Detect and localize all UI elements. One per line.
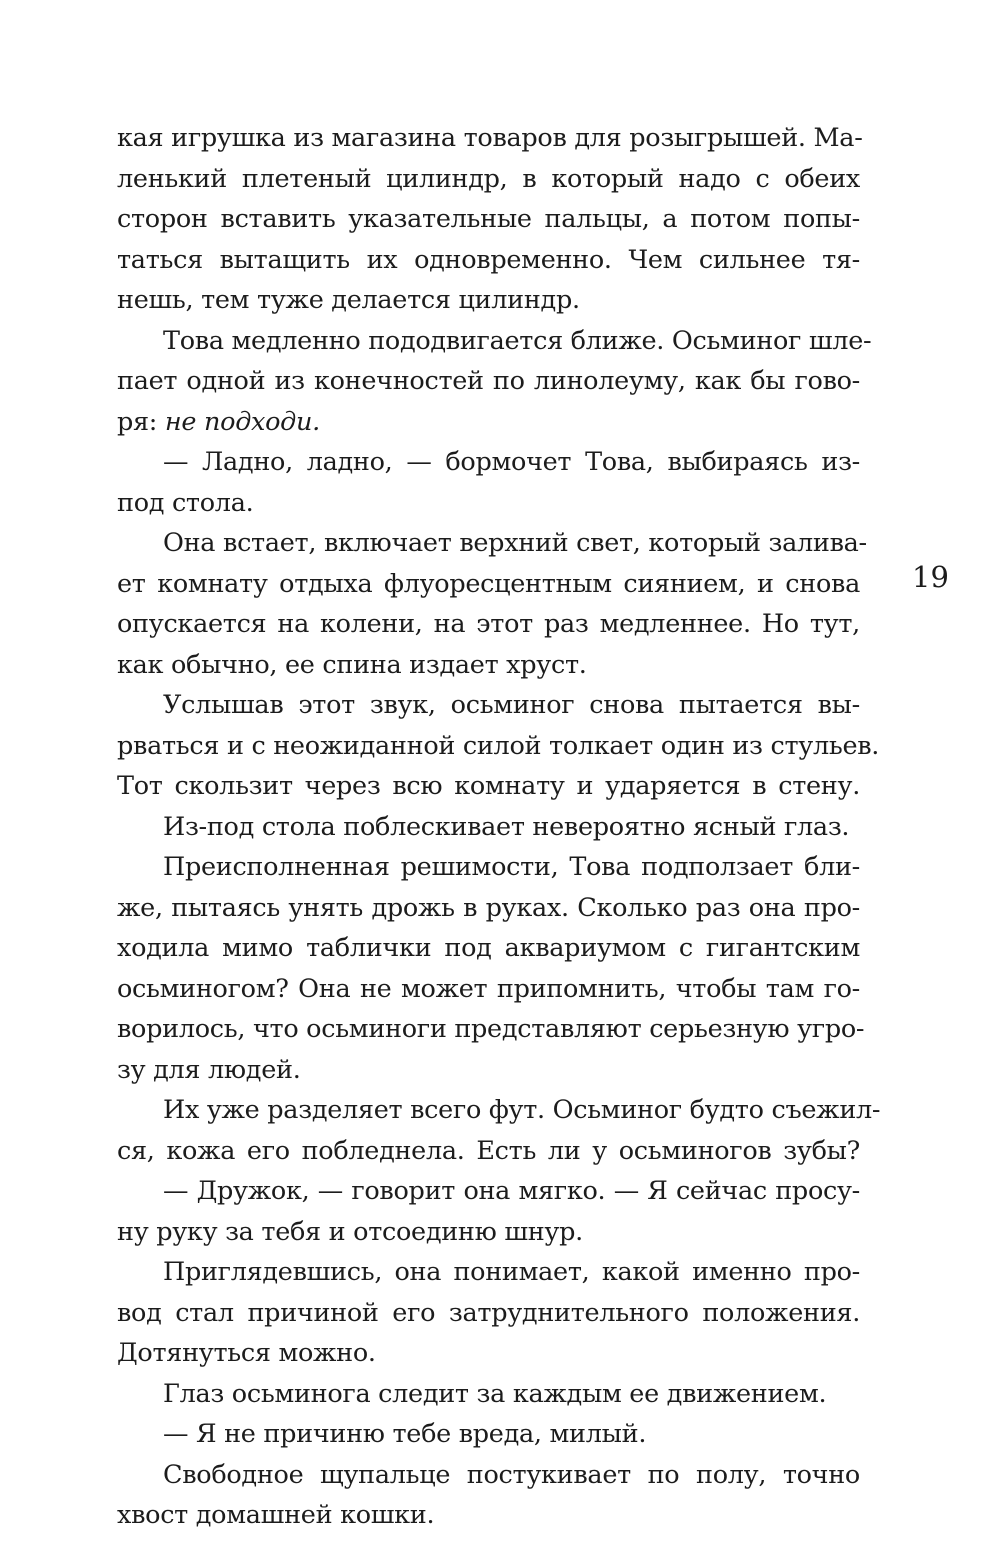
text-line bbox=[117, 564, 860, 605]
line-text: Услышав этот звук, осьминог снова пытается вы- bbox=[163, 690, 860, 720]
text-line bbox=[117, 240, 860, 281]
line-text: пает одной из конечностей по линолеуму, как бы гово- bbox=[117, 366, 860, 396]
text-line bbox=[117, 361, 860, 402]
text-line bbox=[117, 604, 860, 645]
line-text: хвост домашней кошки. bbox=[117, 1500, 435, 1530]
text-line bbox=[117, 280, 860, 321]
line-text: Дотянуться можно. bbox=[117, 1338, 376, 1368]
line-text: ворилось, что осьминоги представляют серьезную угро- bbox=[117, 1014, 865, 1044]
text-line bbox=[117, 1333, 860, 1374]
line-text: вод стал причиной его затруднительного положения. bbox=[117, 1297, 860, 1328]
line-text: Тот скользит через всю комнату и ударяется в стену. bbox=[117, 771, 860, 801]
text-line bbox=[117, 726, 880, 767]
line-text: осьминогом? Она не может припомнить, чтобы там го- bbox=[117, 973, 860, 1004]
text-line bbox=[117, 1171, 860, 1212]
line-text: нешь, тем туже делается цилиндр. bbox=[117, 285, 580, 315]
body-text bbox=[117, 118, 881, 1536]
text-line bbox=[117, 199, 860, 240]
line-text: ет комнату отдыха флуоресцентным сиянием, и снова bbox=[117, 568, 860, 599]
text-line bbox=[117, 888, 860, 929]
line-text: Това медленно пододвигается ближе. Осьминог шле- bbox=[163, 325, 872, 356]
text-line bbox=[117, 118, 863, 159]
line-text: опускается на колени, на этот раз медленнее. Но тут, bbox=[117, 609, 860, 639]
line-text: ся, кожа его побледнела. Есть ли у осьминогов зубы? bbox=[117, 1135, 860, 1166]
line-text: Их уже разделяет всего фут. Осьминог будто съежил- bbox=[163, 1095, 881, 1125]
line-text: — Ладно, ладно, — бормочет Това, выбираясь из- bbox=[163, 447, 860, 477]
line-text: — Я не причиню тебе вреда, милый. bbox=[163, 1419, 647, 1449]
text-line bbox=[117, 523, 867, 564]
text-line bbox=[117, 442, 860, 483]
line-text: как обычно, ее спина издает хруст. bbox=[117, 649, 587, 680]
text-line bbox=[117, 1455, 860, 1496]
text-line bbox=[117, 766, 860, 807]
line-text: ря: bbox=[117, 406, 165, 437]
line-text: Приглядевшись, она понимает, какой именно про- bbox=[163, 1257, 860, 1287]
text-line bbox=[117, 1414, 860, 1455]
text-line bbox=[117, 1131, 860, 1172]
line-text: Глаз осьминога следит за каждым ее движением. bbox=[163, 1378, 827, 1409]
line-text: Она встает, включает верхний свет, который залива- bbox=[163, 528, 867, 558]
line-text: же, пытаясь унять дрожь в руках. Сколько раз она про- bbox=[117, 892, 860, 923]
line-text: Свободное щупальце постукивает по полу, точно bbox=[163, 1459, 860, 1490]
text-line bbox=[117, 847, 860, 888]
text-line bbox=[117, 1252, 860, 1293]
line-text: таться вытащить их одновременно. Чем сильнее тя- bbox=[117, 244, 860, 275]
line-text: Из-под стола поблескивает невероятно ясный глаз. bbox=[163, 811, 850, 842]
text-line bbox=[117, 1009, 865, 1050]
line-text: Преисполненная решимости, Това подползает бли- bbox=[163, 852, 860, 882]
text-line bbox=[117, 1293, 860, 1334]
text-line bbox=[117, 402, 860, 443]
text-line bbox=[117, 1050, 860, 1091]
text-line bbox=[117, 969, 860, 1010]
text-line bbox=[117, 483, 860, 524]
text-line bbox=[117, 1495, 860, 1536]
text-line bbox=[117, 928, 860, 969]
page-number: 19 bbox=[912, 560, 949, 594]
text-line bbox=[117, 159, 860, 200]
text-line bbox=[117, 685, 860, 726]
text-line bbox=[117, 1212, 860, 1253]
line-text: кая игрушка из магазина товаров для розыгрышей. Ма- bbox=[117, 123, 863, 153]
line-text: сторон вставить указательные пальцы, а потом попы- bbox=[117, 204, 860, 234]
line-text: — Дружок, — говорит она мягко. — Я сейчас просу- bbox=[163, 1176, 860, 1206]
text-line bbox=[117, 321, 872, 362]
line-text: ленький плетеный цилиндр, в который надо с обеих bbox=[117, 163, 860, 194]
text-line bbox=[117, 645, 860, 686]
text-line bbox=[117, 1374, 860, 1415]
line-text: зу для людей. bbox=[117, 1054, 301, 1085]
text-line bbox=[117, 807, 860, 848]
line-text: рваться и с неожиданной силой толкает один из стульев. bbox=[117, 730, 880, 761]
line-text: ну руку за тебя и отсоединю шнур. bbox=[117, 1216, 583, 1247]
line-text: ходила мимо таблички под аквариумом с гигантским bbox=[117, 933, 860, 963]
italic-text: не подходи. bbox=[164, 406, 320, 437]
text-line bbox=[117, 1090, 881, 1131]
line-text: под стола. bbox=[117, 487, 254, 518]
